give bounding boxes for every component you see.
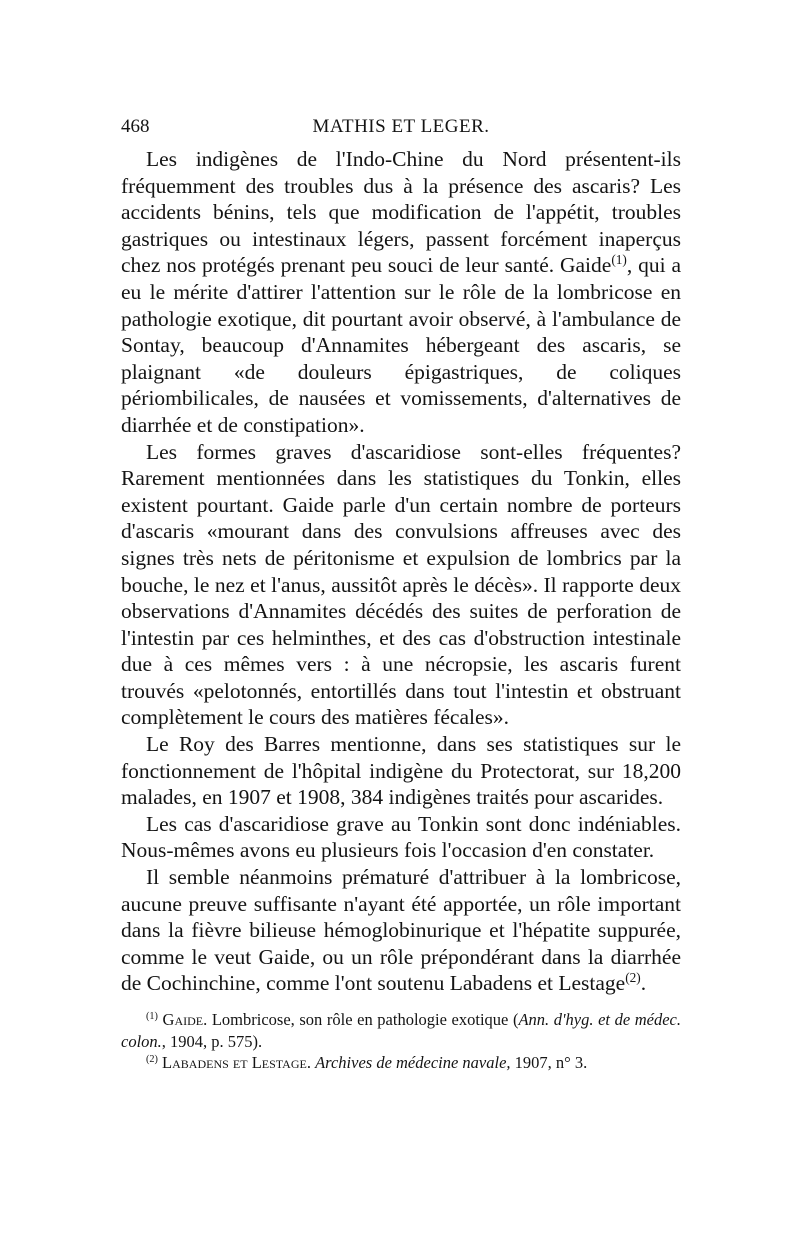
footnote-marker: (1) [146, 1010, 158, 1022]
paragraph [121, 811, 681, 864]
paragraph-text: Les cas d'ascaridiose grave au Tonkin sont donc indéniables. Nous-mêmes avons eu plusieurs fois l'occasion d'en constater. [121, 811, 681, 863]
footnote-source: Archives de médecine navale, [315, 1053, 511, 1072]
footnote-text: Lombricose, son rôle en pathologie exotique ( [207, 1010, 519, 1029]
footnote-tail: , 1904, p. 575). [161, 1031, 263, 1051]
footnote-source: Ann. d'hyg. et de médec. colon. [121, 1010, 682, 1051]
footnote-ref: (2) [625, 970, 641, 986]
footnote-marker: (2) [146, 1053, 158, 1065]
paragraph-text: Les indigènes de l'Indo-Chine du Nord présentent-ils fréquemment des troubles dus à la présence des ascaris? Les accidents bénins, tels que modification de l'appétit, troubles gastriques ou intestinaux légers, passent forcément inaperçus chez nos protégés prenant peu souci de leur santé. Gaide [121, 147, 681, 278]
paragraph-text: . [640, 971, 647, 996]
footnote [121, 1052, 681, 1074]
footnote-author: Labadens et Lestage. [162, 1053, 311, 1072]
footnote-author: Gaide. [162, 1010, 208, 1029]
running-title: MATHIS ET LEGER. [312, 116, 490, 137]
footnote [121, 1009, 681, 1052]
paragraph [121, 864, 681, 997]
paragraph-text: Les formes graves d'ascaridiose sont-elles fréquentes? Rarement mentionnées dans les statistiques du Tonkin, elles existent pourtant. Gaide parle d'un certain nombre de porteurs d'ascaris «mourant dans des convulsions affreuses avec des signes très nets de péritonisme et expulsion de lombrics par la bouche, le nez et l'anus, aussitôt après le décès». Il rapporte deux observations d'Annamites décédés des suites de perforation de l'intestin par ces helminthes, et des cas d'obstruction intestinale due à ces mêmes vers : à une nécropsie, les ascaris furent trouvés «pelotonnés, entortillés dans tout l'intestin et obstruant complètement le cours des matières fécales». [121, 439, 681, 730]
page-header [121, 116, 681, 142]
paragraph [121, 731, 681, 811]
paragraph-text: Le Roy des Barres mentionne, dans ses statistiques sur le fonctionnement de l'hôpital indigène du Protectorat, sur 18,200 malades, en 1907 et 1908, 384 indigènes traités pour ascarides. [121, 732, 681, 810]
footnote-tail: 1907, n° 3. [510, 1053, 588, 1072]
paragraph-text: , qui a eu le mérite d'attirer l'attention sur le rôle de la lombricose en pathologie exotique, dit pourtant avoir observé, à l'ambulance de Sontay, beaucoup d'Annamites hébergeant des ascaris, se plaignant «de douleurs épigastriques, de coliques périombilicales, de nausées et vomissements, d'alternatives de diarrhée et de constipation». [121, 253, 681, 437]
footnote-ref: (1) [611, 252, 627, 268]
page-number: 468 [121, 116, 150, 137]
paragraph [121, 439, 681, 732]
paragraph [121, 146, 681, 439]
page-body [121, 146, 681, 1074]
footnotes [121, 1009, 681, 1074]
paragraph-text: Il semble néanmoins prématuré d'attribuer à la lombricose, aucune preuve suffisante n'ayant été apportée, un rôle important dans la fièvre bilieuse hémoglobinurique et l'hépatite suppurée, comme le veut Gaide, ou un rôle prépondérant dans la diarrhée de Cochinchine, comme l'ont soutenu Labadens et Lestage [121, 865, 681, 996]
